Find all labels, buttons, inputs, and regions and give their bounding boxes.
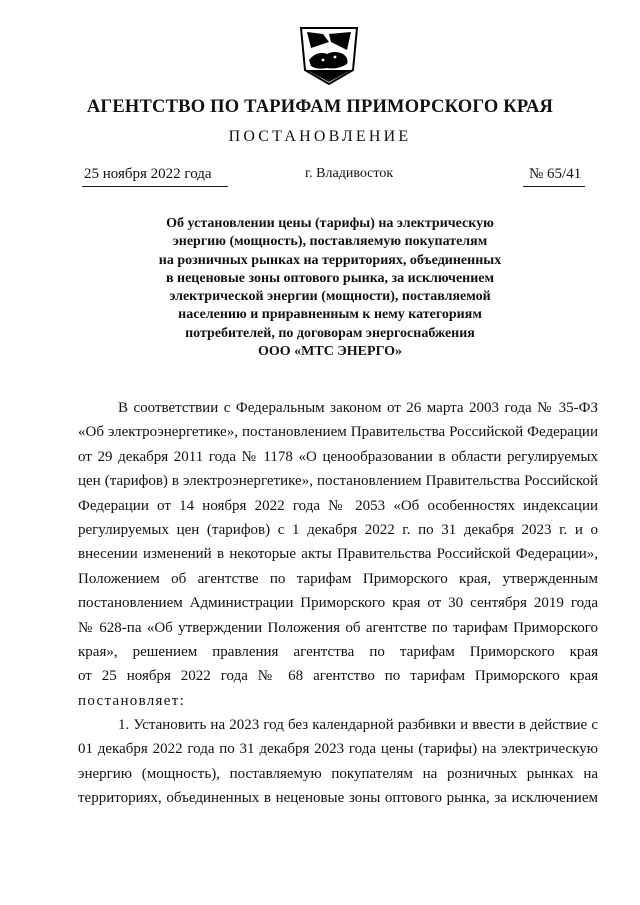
coat-of-arms-emblem <box>297 20 361 86</box>
body-line: постановлением Администрации Приморского края от 30 сентября 2019 года <box>78 595 598 612</box>
document-number: № 65/41 <box>529 166 582 182</box>
title-line: населению и приравненным к нему категориям <box>178 307 482 323</box>
title-line: на розничных рынках на территориях, объединенных <box>158 252 502 268</box>
body-line: территориях, объединенных в неценовые зоны оптового рынка, за исключением <box>78 790 598 807</box>
document-title <box>130 215 530 361</box>
document-type: ПОСТАНОВЛЕНИЕ <box>228 128 412 145</box>
number-underline <box>523 186 585 187</box>
body-line: постановляет: <box>78 692 186 709</box>
title-line: энергию (мощность), поставляемую покупателям <box>172 234 488 250</box>
agency-name: АГЕНТСТВО ПО ТАРИФАМ ПРИМОРСКОГО КРАЯ <box>86 97 554 117</box>
body-line: энергию (мощность), поставляемую покупателям на розничных рынках на <box>78 765 598 782</box>
body-line: от 25 ноября 2022 года № 68 агентство по тарифам Приморского края <box>78 668 598 685</box>
body-line: № 628-па «Об утверждении Положения об агентстве по тарифам Приморского <box>78 619 598 636</box>
body-line: цен (тарифов) в электроэнергетике», постановлением Правительства Российской <box>78 473 598 490</box>
body-line: В соответствии с Федеральным законом от 26 марта 2003 года № 35-ФЗ <box>118 400 598 416</box>
title-line: электрической энергии (мощности), поставляемой <box>169 289 491 305</box>
body-line: 1. Установить на 2023 год без календарной разбивки и ввести в действие с <box>118 717 598 734</box>
title-line: в неценовые зоны оптового рынка, за исключением <box>165 270 495 286</box>
body-line: от 29 декабря 2011 года № 1178 «О ценообразовании в области регулируемых <box>78 448 598 465</box>
document-city: г. Владивосток <box>305 166 394 181</box>
date-underline <box>82 186 228 187</box>
title-line: потребителей, по договорам энергоснабжения <box>185 325 475 341</box>
title-line: ООО «МТС ЭНЕРГО» <box>257 344 403 360</box>
body-line: 01 декабря 2022 года по 31 декабря 2023 года цены (тарифы) на электрическую <box>78 741 598 758</box>
body-line: регулируемых цен (тарифов) с 1 декабря 2022 г. по 31 декабря 2023 г. и о <box>78 521 598 538</box>
body-line: «Об электроэнергетике», постановлением Правительства Российской Федерации <box>78 424 598 441</box>
title-line: Об установлении цены (тарифы) на электрическую <box>166 216 494 231</box>
document-body <box>78 396 598 811</box>
document-date: 25 ноября 2022 года <box>84 166 212 182</box>
body-line: внесении изменений в некоторые акты Правительства Российской Федерации», <box>78 546 598 563</box>
body-line: Федерации от 14 ноября 2022 года № 2053 «Об особенностях индексации <box>78 497 598 514</box>
body-line: края», решением правления агентства по тарифам Приморского края <box>78 643 598 660</box>
body-line: Положением об агентстве по тарифам Приморского края, утвержденным <box>78 570 598 587</box>
